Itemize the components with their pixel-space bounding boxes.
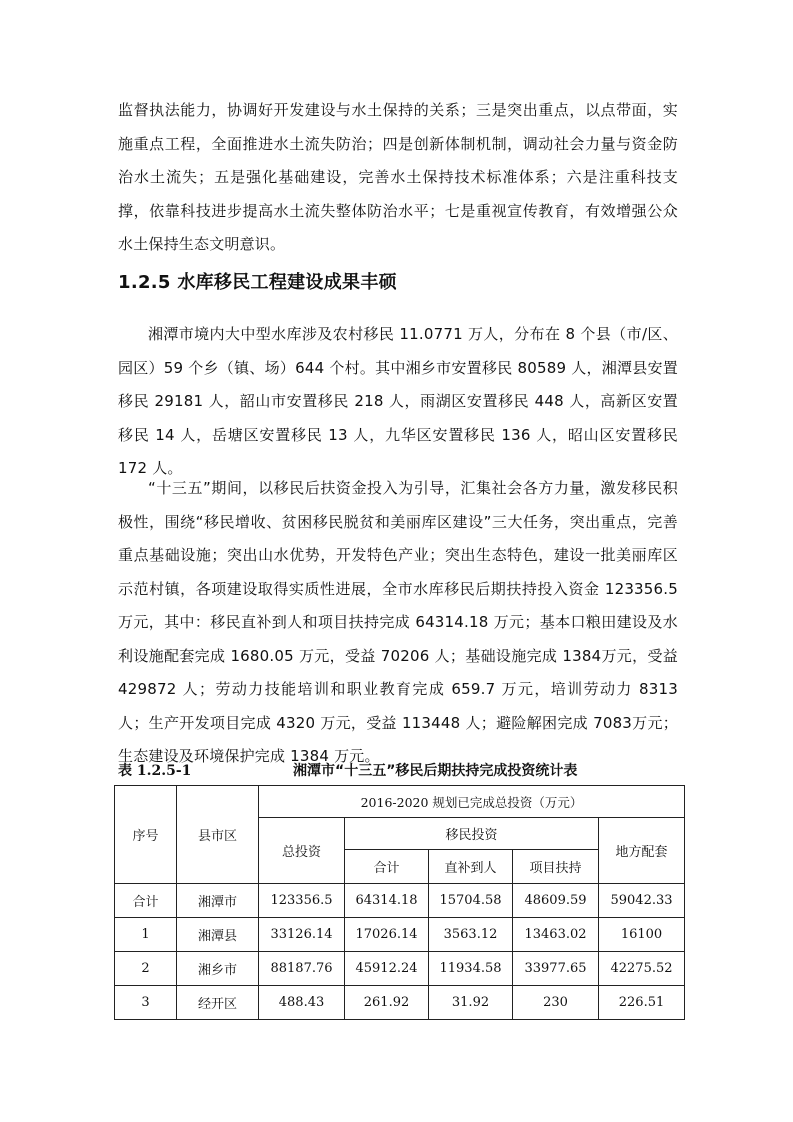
cell-subtotal: 17026.14 xyxy=(345,918,429,952)
header-direct-subsidy: 直补到人 xyxy=(429,850,513,884)
cell-project-support: 48609.59 xyxy=(513,884,599,918)
header-district: 县市区 xyxy=(177,786,259,884)
header-project-support: 项目扶持 xyxy=(513,850,599,884)
table-row xyxy=(115,918,685,952)
paragraph-soil-conservation: 监督执法能力，协调好开发建设与水土保持的关系；三是突出重点，以点带面，实施重点工程，全面推进水土流失防治；四是创新体制机制，调动社会力量与资金防治水土流失；五是强化基础建设，完善水土保持技术标准体系；六是注重科技支撑，依靠科技进步提高水土流失整体防治水平；七是重视宣传教育，有效增强公众水土保持生态文明意识。 xyxy=(118,101,678,253)
table-caption xyxy=(118,760,678,782)
cell-district: 湘乡市 xyxy=(177,952,259,986)
cell-local-match: 42275.52 xyxy=(599,952,685,986)
cell-direct-subsidy: 15704.58 xyxy=(429,884,513,918)
cell-local-match: 16100 xyxy=(599,918,685,952)
cell-seq: 1 xyxy=(115,918,177,952)
cell-seq: 3 xyxy=(115,986,177,1020)
table-number: 表 1.2.5-1 xyxy=(118,763,192,779)
table-row xyxy=(115,952,685,986)
cell-project-support: 13463.02 xyxy=(513,918,599,952)
cell-total-investment: 88187.76 xyxy=(259,952,345,986)
table-row xyxy=(115,884,685,918)
header-group: 2016-2020 规划已完成总投资（万元） xyxy=(259,786,685,818)
header-migrant-investment: 移民投资 xyxy=(345,818,599,850)
header-local-match: 地方配套 xyxy=(599,818,685,884)
table-row xyxy=(115,986,685,1020)
cell-subtotal: 261.92 xyxy=(345,986,429,1020)
cell-seq: 2 xyxy=(115,952,177,986)
cell-direct-subsidy: 11934.58 xyxy=(429,952,513,986)
header-subtotal: 合计 xyxy=(345,850,429,884)
cell-district: 湘潭县 xyxy=(177,918,259,952)
investment-statistics-table xyxy=(114,785,685,1020)
header-total-investment: 总投资 xyxy=(259,818,345,884)
cell-project-support: 230 xyxy=(513,986,599,1020)
cell-seq: 合计 xyxy=(115,884,177,918)
cell-total-investment: 123356.5 xyxy=(259,884,345,918)
table-header-row xyxy=(115,786,685,818)
cell-district: 经开区 xyxy=(177,986,259,1020)
cell-local-match: 226.51 xyxy=(599,986,685,1020)
cell-total-investment: 33126.14 xyxy=(259,918,345,952)
cell-subtotal: 45912.24 xyxy=(345,952,429,986)
cell-direct-subsidy: 3563.12 xyxy=(429,918,513,952)
paragraph-migrant-distribution: 湘潭市境内大中型水库涉及农村移民 11.0771 万人，分布在 8 个县（市/区、园区）59 个乡（镇、场）644 个村。其中湘乡市安置移民 80589 人，湘潭县安置移民 29181 人，韶山市安置移民 218 人，雨湖区安置移民 448 人，高新区安置移民 14 人，岳塘区安置移民 13 人，九华区安置移民 136 人，昭山区安置移民 172 人。 xyxy=(118,325,678,477)
cell-district: 湘潭市 xyxy=(177,884,259,918)
cell-local-match: 59042.33 xyxy=(599,884,685,918)
table-title: 湘潭市“十三五”移民后期扶持完成投资统计表 xyxy=(293,763,578,779)
section-heading: 1.2.5 水库移民工程建设成果丰硕 xyxy=(118,272,397,293)
cell-total-investment: 488.43 xyxy=(259,986,345,1020)
cell-subtotal: 64314.18 xyxy=(345,884,429,918)
header-seq: 序号 xyxy=(115,786,177,884)
cell-direct-subsidy: 31.92 xyxy=(429,986,513,1020)
cell-project-support: 33977.65 xyxy=(513,952,599,986)
paragraph-13th-five-year: “十三五”期间，以移民后扶资金投入为引导，汇集社会各方力量，激发移民积极性，围绕“移民增收、贫困移民脱贫和美丽库区建设”三大任务，突出重点，完善重点基础设施；突出山水优势，开发特色产业；突出生态特色，建设一批美丽库区示范村镇，各项建设取得实质性进展，全市水库移民后期扶持投入资金 123356.5 万元，其中：移民直补到人和项目扶持完成 64314.18 万元；基本口粮田建设及水利设施配套完成 1680.05 万元，受益 70206 人；基础设施完成 1384万元，受益 429872 人；劳动力技能培训和职业教育完成 659.7 万元，培训劳动力 8313 人；生产开发项目完成 4320 万元，受益 113448 人；避险解困完成 7083万元；生态建设及环境保护完成 1384 万元。 xyxy=(118,479,678,765)
